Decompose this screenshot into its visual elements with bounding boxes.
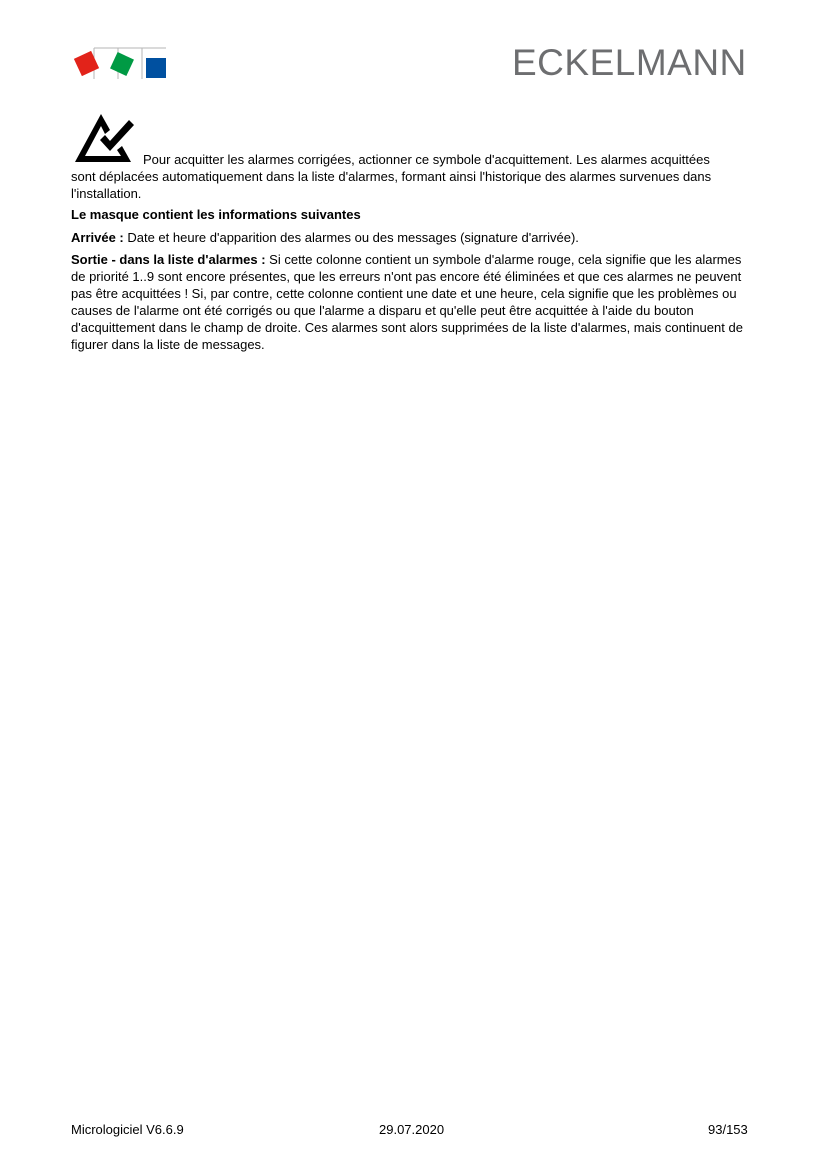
acknowledge-paragraph-rest: sont déplacées automatiquement dans la liste d'alarmes, formant ainsi l'historique des alarmes survenues dans l'installation. xyxy=(71,169,712,201)
definition-text-sortie: Si cette colonne contient un symbole d'alarme rouge, cela signifie que les alarmes de priorité 1..9 sont encore présentes, que les erreurs n'ont pas encore été éliminées et que ces alarmes ne peuvent pas être acquittées ! Si, par contre, cette colonne contient une date et une heure, cela signifie que les problèmes ou causes de l'alarme ont été corrigés ou que l'alarme a disparu et qu'elle peut être acquittée à l'aide du bouton d'acquittement dans le champ de droite. Ces alarmes sont alors supprimées de la liste d'alarmes, mais continuent de figurer dans la liste de messages. xyxy=(71,252,743,352)
definition-sortie xyxy=(71,251,758,353)
definition-text-arrivee: Date et heure d'apparition des alarmes ou des messages (signature d'arrivée). xyxy=(123,230,579,245)
mask-info-heading: Le masque contient les informations suivantes xyxy=(71,207,361,222)
eckelmann-logo-mark xyxy=(72,45,168,81)
logo-green-diamond xyxy=(110,52,134,76)
footer-page-number: 93/153 xyxy=(708,1122,748,1137)
acknowledge-symbol-icon xyxy=(73,110,135,164)
logo-red-diamond xyxy=(74,51,99,76)
brand-name: ECKELMANN xyxy=(512,42,747,83)
definition-term-sortie: Sortie - dans la liste d'alarmes : xyxy=(71,252,266,267)
logo-blue-square xyxy=(146,58,166,78)
footer-product-version: Micrologiciel V6.6.9 xyxy=(71,1122,184,1137)
footer-date: 29.07.2020 xyxy=(379,1122,445,1137)
acknowledge-paragraph-line1: Pour acquitter les alarmes corrigées, actionner ce symbole d'acquittement. Les alarmes acquittées xyxy=(143,152,710,167)
definition-arrivee xyxy=(71,229,758,246)
definition-term-arrivee: Arrivée : xyxy=(71,230,124,245)
